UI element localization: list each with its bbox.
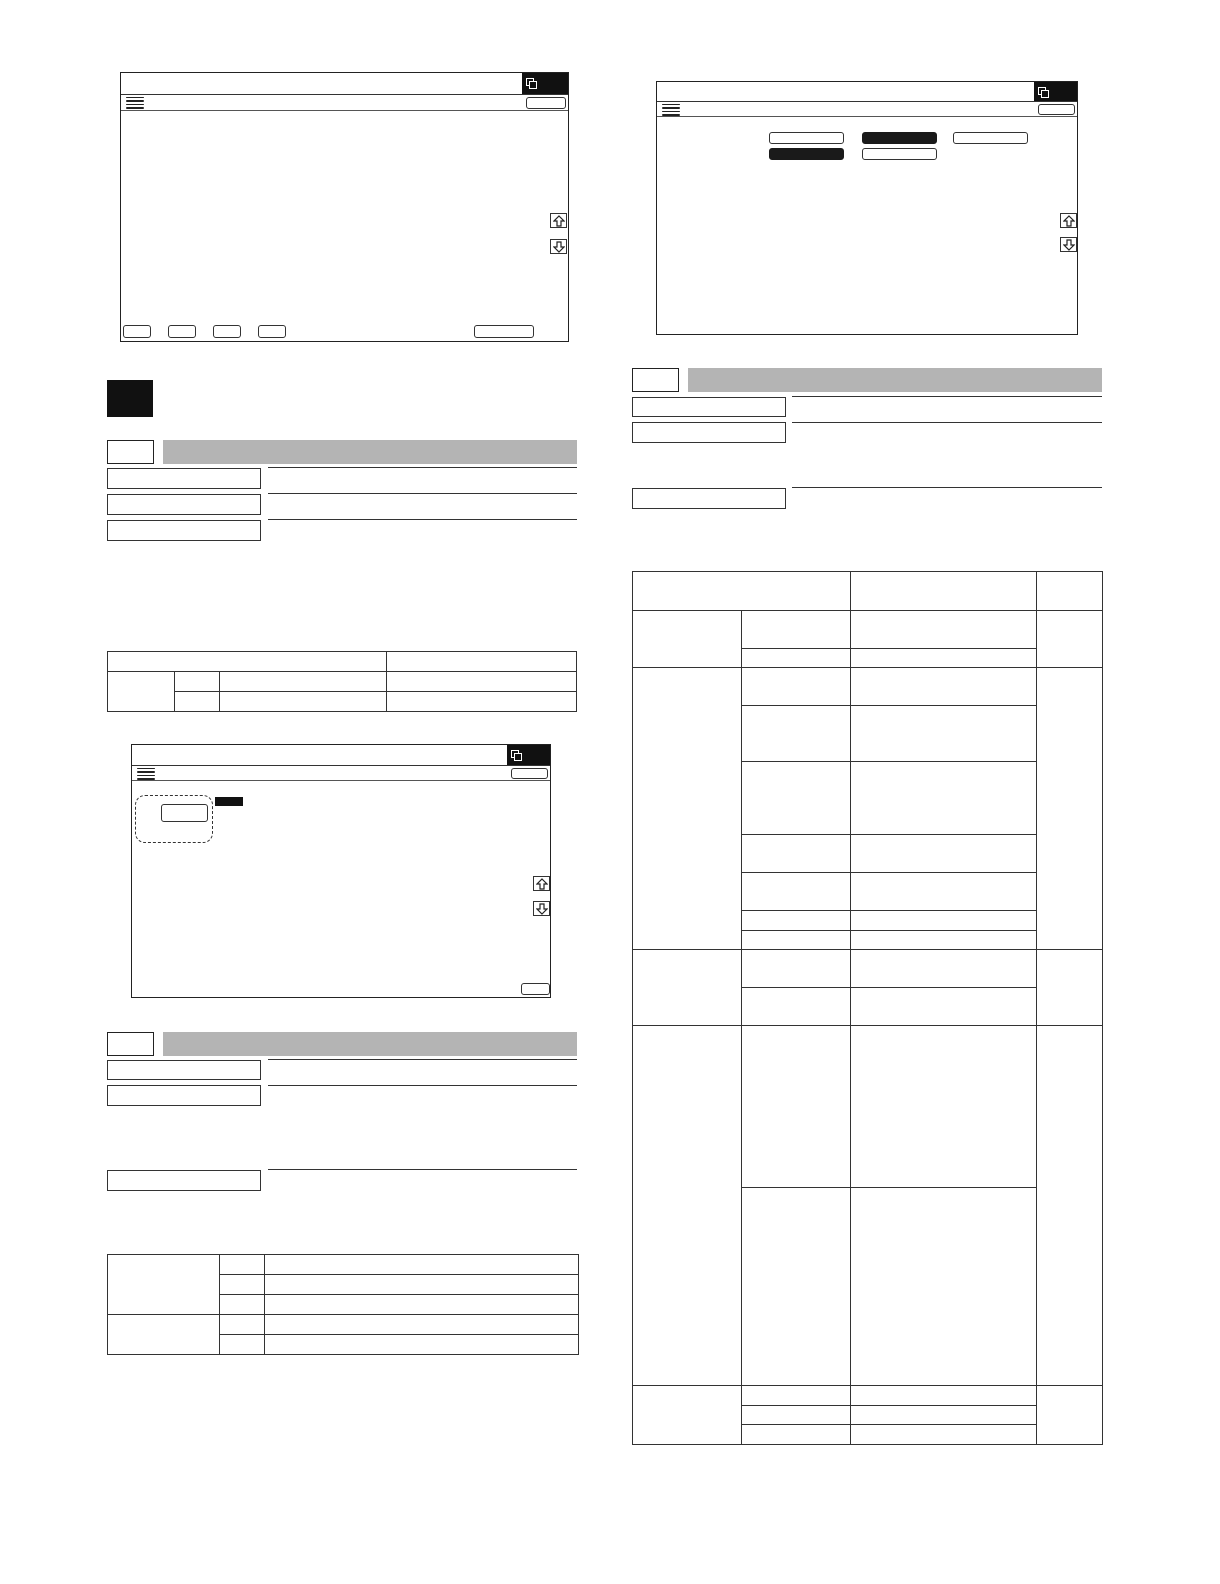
ok-button[interactable] xyxy=(526,97,566,109)
footer-button-4[interactable] xyxy=(258,325,286,338)
table-cell xyxy=(219,1255,264,1275)
table-cell xyxy=(850,950,1037,988)
down-arrow-icon[interactable] xyxy=(533,901,550,916)
table-cell xyxy=(741,762,850,835)
table-cell xyxy=(850,649,1037,668)
selected-setting-button[interactable] xyxy=(161,804,208,822)
table-cell xyxy=(741,1386,850,1406)
field-label-9 xyxy=(632,488,786,509)
menu-icon[interactable] xyxy=(126,97,144,111)
section-bar-left-1 xyxy=(163,440,577,464)
table-cell xyxy=(174,692,219,712)
copy-mode-icon xyxy=(522,73,568,94)
up-arrow-icon[interactable] xyxy=(533,876,550,891)
table-cell xyxy=(850,873,1037,911)
table-cell xyxy=(264,1255,578,1275)
up-arrow-icon[interactable] xyxy=(1060,213,1077,228)
table-cell xyxy=(850,911,1037,931)
table-cell xyxy=(633,572,851,611)
table-cell xyxy=(850,706,1037,762)
field-label-8 xyxy=(632,422,786,443)
table-cell xyxy=(741,706,850,762)
down-arrow-icon[interactable] xyxy=(1060,237,1077,252)
table-cell xyxy=(264,1315,578,1335)
table-cell xyxy=(850,1188,1037,1386)
option-button-5[interactable] xyxy=(862,148,937,160)
table-cell xyxy=(741,1425,850,1445)
footer-button-3[interactable] xyxy=(213,325,241,338)
table-cell xyxy=(850,988,1037,1026)
table-cell xyxy=(174,672,219,692)
screen-sub-bar xyxy=(657,102,1077,117)
field-line-3 xyxy=(268,519,577,520)
screen-title-bar xyxy=(132,745,550,766)
section-tag-left-2 xyxy=(107,1032,154,1056)
screen-sub-bar xyxy=(132,766,550,781)
table-cell xyxy=(850,1406,1037,1425)
copy-mode-icon xyxy=(507,745,550,765)
screen-bottom-left xyxy=(131,744,551,998)
option-button-1[interactable] xyxy=(769,132,844,144)
footer-button-wide[interactable] xyxy=(474,325,534,338)
table-cell xyxy=(850,835,1037,873)
copy-mode-icon xyxy=(1034,82,1077,101)
table-cell xyxy=(1037,1386,1103,1445)
table-cell xyxy=(741,835,850,873)
table-cell xyxy=(219,1315,264,1335)
table-cell xyxy=(264,1275,578,1295)
table-cell xyxy=(108,652,387,672)
table-cell xyxy=(219,692,387,712)
field-line-7 xyxy=(792,396,1102,397)
table-cell xyxy=(850,611,1037,649)
table-cell xyxy=(1037,611,1103,668)
table-cell xyxy=(108,672,175,712)
footer-button[interactable] xyxy=(521,983,550,995)
table-cell xyxy=(850,1386,1037,1406)
table-cell xyxy=(633,950,742,1026)
option-button-4[interactable] xyxy=(769,148,844,160)
table-cell xyxy=(264,1295,578,1315)
table-cell xyxy=(633,668,742,950)
table-cell xyxy=(850,931,1037,950)
table-cell xyxy=(741,931,850,950)
table-left-bottom xyxy=(107,1254,579,1355)
table-cell xyxy=(108,1315,220,1355)
field-label-6 xyxy=(107,1170,261,1191)
table-cell xyxy=(1037,950,1103,1026)
table-cell xyxy=(633,1386,742,1445)
table-cell xyxy=(741,649,850,668)
table-cell xyxy=(1037,1026,1103,1386)
field-line-1 xyxy=(268,467,577,468)
table-cell xyxy=(741,1406,850,1425)
menu-icon[interactable] xyxy=(662,104,680,118)
field-label-2 xyxy=(107,494,261,515)
table-cell xyxy=(741,988,850,1026)
screen-title-bar xyxy=(657,82,1077,102)
table-cell xyxy=(108,1255,220,1315)
table-cell xyxy=(387,692,577,712)
option-button-3[interactable] xyxy=(953,132,1028,144)
ok-button[interactable] xyxy=(511,768,548,779)
table-cell xyxy=(219,1275,264,1295)
chapter-marker xyxy=(107,380,153,417)
section-tag-left-1 xyxy=(107,440,154,464)
option-button-2[interactable] xyxy=(862,132,937,144)
table-cell xyxy=(633,1026,742,1386)
up-arrow-icon[interactable] xyxy=(550,213,567,228)
table-cell xyxy=(219,1295,264,1315)
table-left-small xyxy=(107,651,577,712)
footer-button-2[interactable] xyxy=(168,325,196,338)
field-line-6 xyxy=(268,1169,577,1170)
screen-top-left xyxy=(120,72,569,342)
ok-button[interactable] xyxy=(1038,104,1075,115)
field-line-4 xyxy=(268,1059,577,1060)
field-line-2 xyxy=(268,493,577,494)
table-cell xyxy=(850,1026,1037,1188)
table-cell xyxy=(741,1026,850,1188)
table-cell xyxy=(633,611,742,668)
table-cell xyxy=(264,1335,578,1355)
table-cell xyxy=(850,1425,1037,1445)
section-bar-left-2 xyxy=(163,1032,577,1056)
table-right-main xyxy=(632,571,1103,1445)
table-cell xyxy=(850,572,1037,611)
table-cell xyxy=(1037,572,1103,611)
field-label-5 xyxy=(107,1085,261,1106)
table-cell xyxy=(850,762,1037,835)
footer-button-1[interactable] xyxy=(123,325,151,338)
table-cell xyxy=(741,611,850,649)
down-arrow-icon[interactable] xyxy=(550,239,567,254)
table-cell xyxy=(219,672,387,692)
table-cell xyxy=(741,1188,850,1386)
table-cell xyxy=(741,911,850,931)
table-cell xyxy=(741,873,850,911)
field-label-1 xyxy=(107,468,261,489)
section-bar-right-1 xyxy=(688,368,1102,392)
table-cell xyxy=(219,1335,264,1355)
field-label-3 xyxy=(107,520,261,541)
table-cell xyxy=(387,652,577,672)
field-label-7 xyxy=(632,397,786,417)
screen-sub-bar xyxy=(121,95,568,111)
field-line-8 xyxy=(792,422,1102,423)
table-cell xyxy=(1037,668,1103,950)
screen-title-bar xyxy=(121,73,568,95)
table-cell xyxy=(387,672,577,692)
field-line-9 xyxy=(792,487,1102,488)
table-cell xyxy=(741,668,850,706)
table-cell xyxy=(741,950,850,988)
screen-top-right xyxy=(656,81,1078,335)
field-label-4 xyxy=(107,1060,261,1080)
table-cell xyxy=(850,668,1037,706)
menu-icon[interactable] xyxy=(137,768,155,782)
field-line-5 xyxy=(268,1085,577,1086)
section-tag-right-1 xyxy=(632,368,679,392)
setting-value-badge xyxy=(215,797,243,806)
